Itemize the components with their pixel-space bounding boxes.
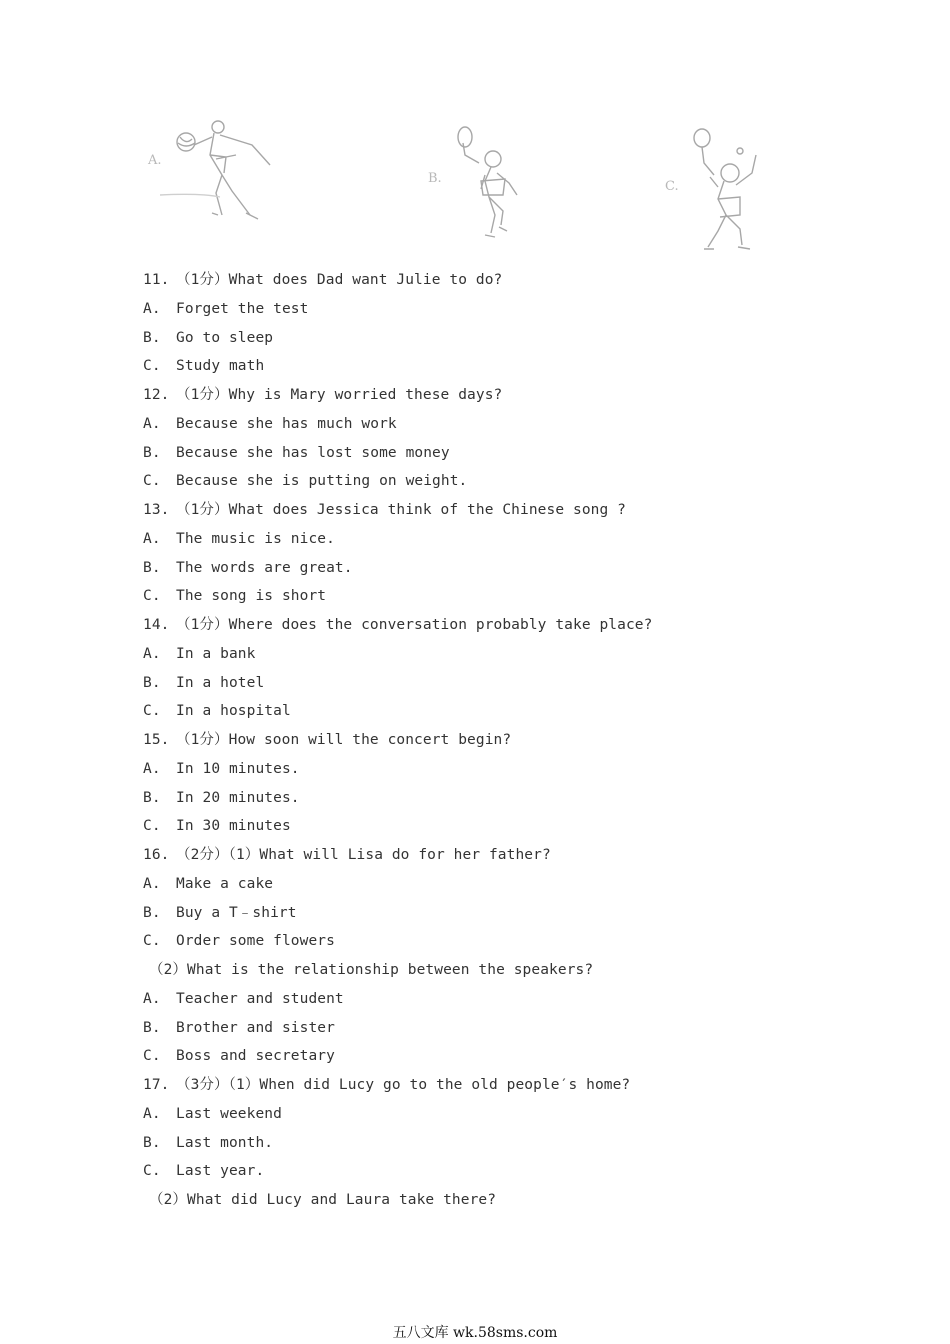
question-number: 16. [143,847,170,863]
question-number: 17. [143,1077,170,1093]
option-text: In 30 minutes [176,818,291,835]
question-text: （1分）What does Jessica think of the Chinese song ? [176,502,626,518]
sub-question-stem [143,956,843,985]
option-text: Last year. [176,1163,265,1180]
option-text: In a bank [176,645,256,662]
option-letter: B. [143,1019,161,1036]
option-text: The music is nice. [176,530,335,547]
option-letter: C. [143,473,161,490]
option [143,1100,843,1129]
option [143,1129,843,1158]
question-number: 14. [143,617,170,633]
figure-b [425,115,555,243]
badminton-player-icon [425,115,555,243]
option-letter: C. [143,933,161,950]
option-letter: B. [143,904,161,921]
option [143,812,843,841]
option-text: Forget the test [176,300,309,317]
question-text: （1分）What does Dad want Julie to do? [176,272,503,288]
figure-b-label: B. [428,171,442,186]
option-letter: A. [143,990,161,1007]
question-text: （1分）Where does the conversation probably take place? [176,617,653,633]
option [143,697,843,726]
footer-watermark: 五八文库 wk.58sms.com [392,1325,558,1341]
option-letter: B. [143,674,161,691]
option-letter: B. [143,444,161,461]
option-text: Study math [176,358,265,375]
option-text: Boss and secretary [176,1048,335,1065]
question-number: 15. [143,732,170,748]
option-text: In 20 minutes. [176,789,300,806]
option-text: Order some flowers [176,933,335,950]
option-text: The song is short [176,588,327,605]
option [143,870,843,899]
question-number: 13. [143,502,170,518]
option [143,755,843,784]
option-letter: A. [143,645,161,662]
option-text: Go to sleep [176,329,274,346]
option-letter: B. [143,789,161,806]
option-letter: C. [143,703,161,720]
option [143,352,843,381]
option [143,985,843,1014]
figure-c [660,115,780,255]
volleyball-player-icon [140,115,290,235]
question-text: （2）What is the relationship between the speakers? [149,962,594,978]
question-stem [143,266,843,295]
question-stem [143,841,843,870]
question-stem [143,496,843,525]
option [143,1157,843,1186]
question-number: 11. [143,272,170,288]
question-number: 12. [143,387,170,403]
question-stem [143,1071,843,1100]
option [143,295,843,324]
option [143,467,843,496]
option-text: The words are great. [176,559,353,576]
option-text: In 10 minutes. [176,760,300,777]
option [143,1014,843,1043]
option [143,582,843,611]
option [143,439,843,468]
option-text: Last weekend [176,1105,282,1122]
option-letter: B. [143,559,161,576]
option-letter: C. [143,358,161,375]
option [143,669,843,698]
option [143,525,843,554]
question-text: （1分）How soon will the concert begin? [176,732,512,748]
option-letter: A. [143,300,161,317]
option-letter: A. [143,1105,161,1122]
option [143,554,843,583]
question-stem [143,611,843,640]
question-text: （1分）Why is Mary worried these days? [176,387,503,403]
option [143,410,843,439]
option-letter: A. [143,875,161,892]
option [143,324,843,353]
option [143,899,843,928]
option-text: Because she is putting on weight. [176,473,468,490]
question-list [143,266,843,1215]
question-stem [143,381,843,410]
option [143,1042,843,1071]
option-letter: C. [143,818,161,835]
figure-a-label: A. [148,153,162,168]
option-text: Because she has lost some money [176,444,450,461]
option-text: In a hotel [176,674,265,691]
option-letter: C. [143,1048,161,1065]
figure-a [140,115,290,235]
figure-c-label: C. [665,179,679,194]
option-letter: A. [143,530,161,547]
sports-figures [140,115,780,255]
option-letter: C. [143,588,161,605]
option-letter: A. [143,415,161,432]
option [143,784,843,813]
option-text: Because she has much work [176,415,397,432]
question-stem [143,726,843,755]
option-text: Make a cake [176,875,274,892]
question-text: （3分）（1）When did Lucy go to the old people′s home? [176,1077,631,1093]
option-letter: C. [143,1163,161,1180]
question-text: （2）What did Lucy and Laura take there? [149,1192,497,1208]
option-letter: B. [143,1134,161,1151]
option [143,640,843,669]
sub-question-stem [143,1186,843,1215]
option-text: Brother and sister [176,1019,335,1036]
option-text: Last month. [176,1134,274,1151]
option-text: In a hospital [176,703,291,720]
option-text: Teacher and student [176,990,344,1007]
option-letter: A. [143,760,161,777]
option-text: Buy a T﹣shirt [176,904,297,921]
option-letter: B. [143,329,161,346]
option [143,927,843,956]
question-text: （2分）（1）What will Lisa do for her father? [176,847,551,863]
